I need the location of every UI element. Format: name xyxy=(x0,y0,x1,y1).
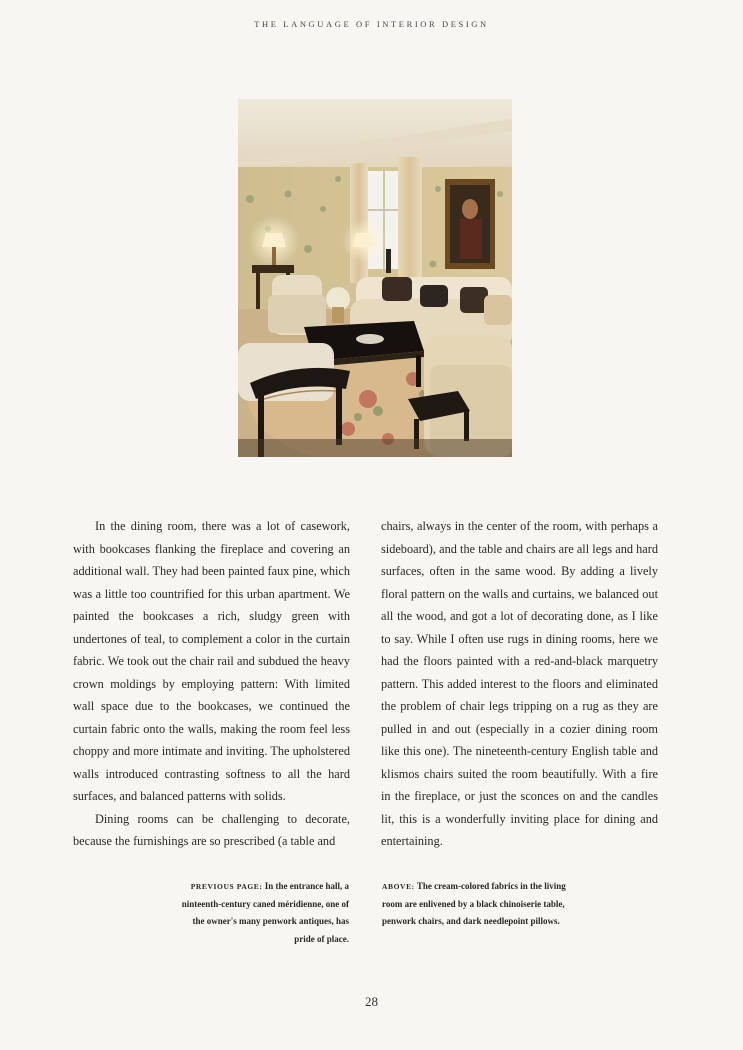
paragraph: Dining rooms can be challenging to decorate, because the furnishings are so prescribed (a table and xyxy=(73,811,350,848)
body-column-right xyxy=(381,515,658,853)
caption-text: In the entrance hall, a ninteenth-century caned méridienne, one of the owner's many penwork antiques, has pride of place. xyxy=(181,881,349,944)
caption-text: The cream-colored fabrics in the living room are enlivened by a black chinoiserie table, penwork chairs, and dark needlepoint pillows. xyxy=(382,881,566,926)
caption-label: PREVIOUS PAGE: xyxy=(190,882,263,891)
page-number: 28 xyxy=(365,994,378,1009)
paragraph: chairs, always in the center of the room, with perhaps a sideboard), and the table and chairs are all legs and hard surfaces, often in the same wood. By adding a lively floral pattern on the walls and curtains, we balanced out all the wood, and got a lot of decorating done, as I like to say. While I often use rugs in dining rooms, here we had the floors painted with a red-and-black marquetry pattern. This added interest to the floors and eliminated the problem of chair legs tripping on a rug as they are pulled in and out (especially in a cozier dining room like this one). The nineteenth-century English table and klismos chairs suited the room beautifully. With a fire in the fireplace, or just the sconces on and the candles lit, this is a wonderfully inviting place for dining and entertaining. xyxy=(381,519,658,848)
caption-above xyxy=(382,878,582,931)
paragraph: In the dining room, there was a lot of casework, with bookcases flanking the fireplace and covering an additional wall. They had been painted faux pine, which was a little too countrified for this urban apartment. We painted the bookcases a rich, sludgy green with undertones of teal, to complement a color in the curtain fabric. We took out the chair rail and subdued the heavy crown moldings by employing pattern: With limited wall space due to the bookcases, we continued the curtain fabric onto the walls, making the room feel less choppy and more intimate and inviting. The upholstered walls introduced contrasting softness to all the hard surfaces, and balanced patterns with solids. xyxy=(73,519,350,803)
living-room-photo xyxy=(238,99,512,457)
caption-previous-page xyxy=(173,878,349,948)
caption-label: ABOVE: xyxy=(382,882,415,891)
running-head: THE LANGUAGE OF INTERIOR DESIGN xyxy=(254,19,489,29)
body-column-left xyxy=(73,515,350,853)
